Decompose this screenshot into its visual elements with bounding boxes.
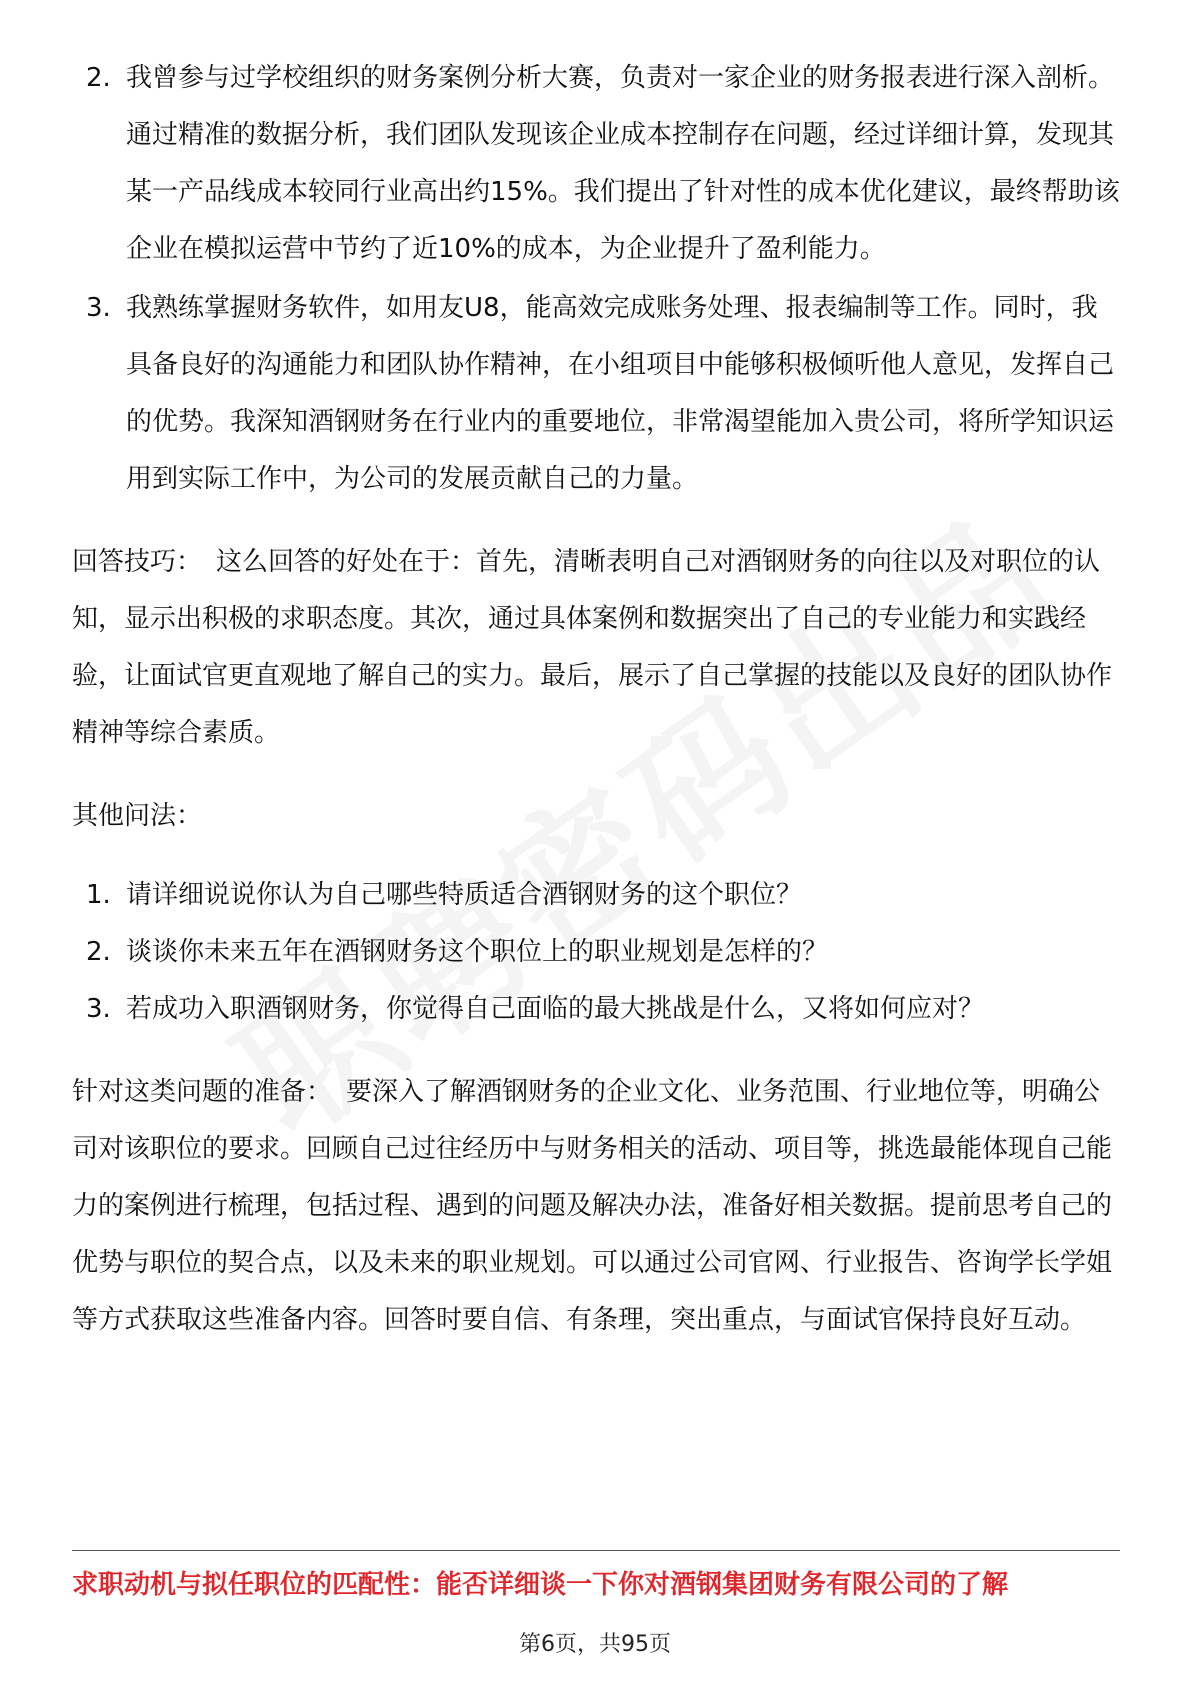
- list-item-text: 我熟练掌握财务软件，如用友U8，能高效完成账务处理、报表编制等工作。同时，我具备良好的沟通能力和团队协作精神，在小组项目中能够积极倾听他人意见，发挥自己的优势。我深知酒钢财务在行业内的重要地位，非常渴望能加入贵公司，将所学知识运用到实际工作中，为公司的发展贡献自己的力量。: [126, 293, 1115, 494]
- list-item-number: 3.: [86, 994, 111, 1024]
- list-item-number: 1.: [86, 880, 111, 910]
- list-item: [72, 280, 1120, 508]
- answer-list: [72, 50, 1120, 508]
- preparation-text: 要深入了解酒钢财务的企业文化、业务范围、行业地位等，明确公司对该职位的要求。回顾自己过往经历中与财务相关的活动、项目等，挑选最能体现自己能力的案例进行梳理，包括过程、遇到的问题及解决办法，准备好相关数据。提前思考自己的优势与职位的契合点，以及未来的职业规划。可以通过公司官网、行业报告、咨询学长学姐等方式获取这些准备内容。回答时要自信、有条理，突出重点，与面试官保持良好互动。: [72, 1077, 1113, 1335]
- list-item: [72, 50, 1120, 278]
- preparation-section: [72, 1064, 1120, 1349]
- answer-tips: [72, 534, 1120, 762]
- page-footer: [0, 1630, 1190, 1660]
- list-item-number: 2.: [86, 937, 111, 967]
- next-question-heading: 求职动机与拟任职位的匹配性：能否详细谈一下你对酒钢集团财务有限公司的了解: [72, 1570, 1009, 1600]
- tips-label: 回答技巧：: [72, 547, 203, 577]
- page-number: 第6页，共95页: [519, 1632, 671, 1657]
- list-item: [72, 981, 1120, 1038]
- other-questions-heading: 其他问法：: [72, 801, 203, 831]
- list-item-number: 3.: [86, 293, 111, 323]
- list-item-number: 2.: [86, 63, 111, 93]
- list-item-text: 谈谈你未来五年在酒钢财务这个职位上的职业规划是怎样的？: [126, 937, 829, 967]
- list-item: [72, 867, 1120, 924]
- tips-text: 这么回答的好处在于：首先，清晰表明自己对酒钢财务的向往以及对职位的认知，显示出积极的求职态度。其次，通过具体案例和数据突出了自己的专业能力和实践经验，让面试官更直观地了解自己的实力。最后，展示了自己掌握的技能以及良好的团队协作精神等综合素质。: [72, 547, 1113, 748]
- list-item-text: 请详细说说你认为自己哪些特质适合酒钢财务的这个职位？: [126, 880, 803, 910]
- list-item-text: 若成功入职酒钢财务，你觉得自己面临的最大挑战是什么，又将如何应对？: [126, 994, 985, 1024]
- list-item-text: 我曾参与过学校组织的财务案例分析大赛，负责对一家企业的财务报表进行深入剖析。通过精准的数据分析，我们团队发现该企业成本控制存在问题，经过详细计算，发现其某一产品线成本较同行业高出约15%。我们提出了针对性的成本优化建议，最终帮助该企业在模拟运营中节约了近10%的成本，为企业提升了盈利能力。: [126, 63, 1120, 264]
- other-questions-list: [72, 867, 1120, 1038]
- list-item: [72, 924, 1120, 981]
- section-divider: [72, 1550, 1120, 1551]
- page-content: [72, 50, 1120, 1349]
- preparation-label: 针对这类问题的准备：: [72, 1077, 333, 1107]
